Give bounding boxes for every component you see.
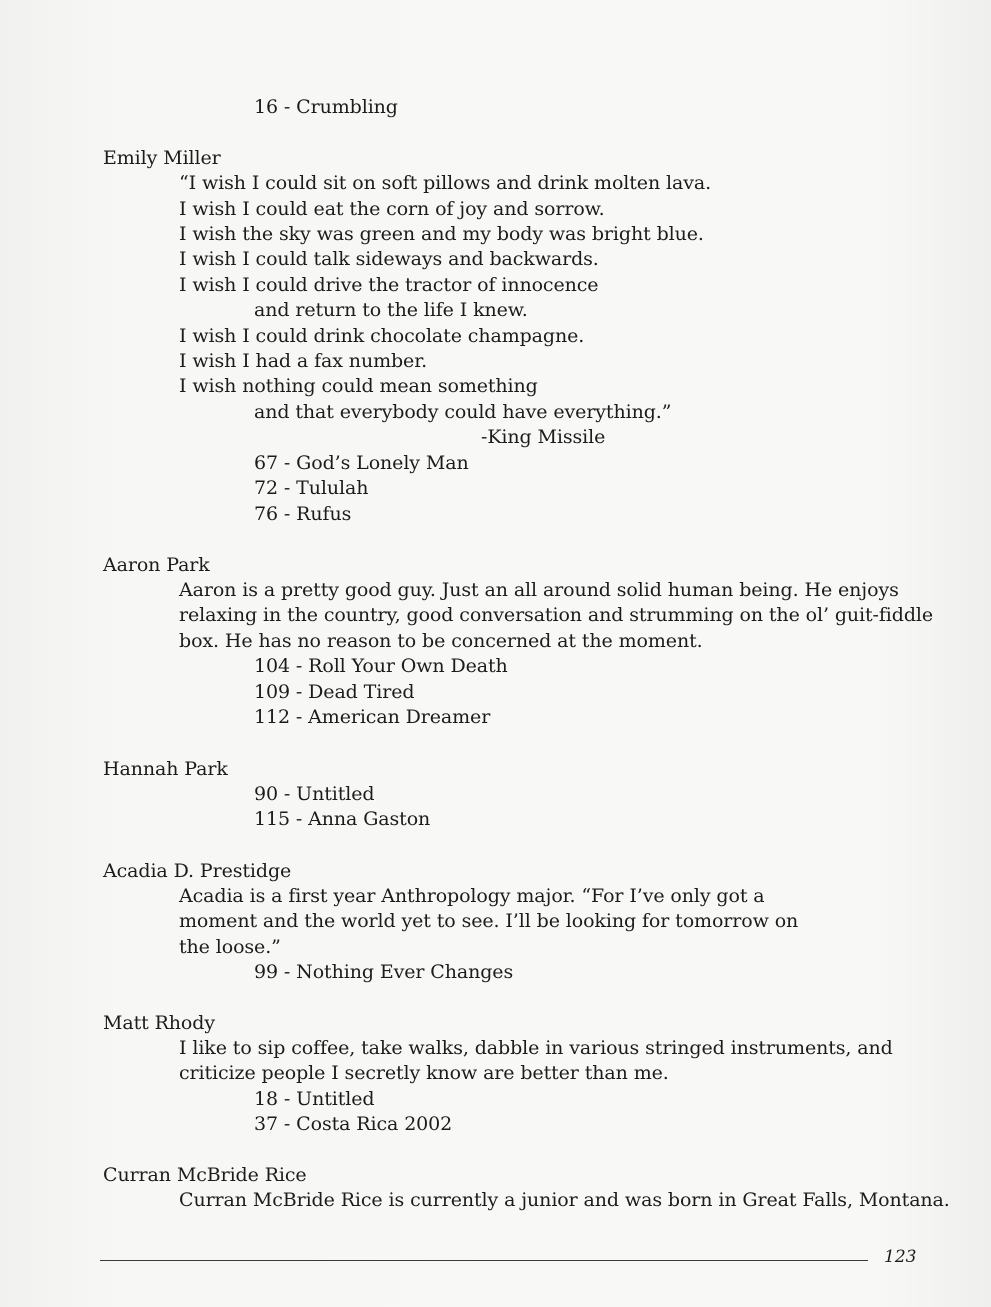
bio-line: I wish the sky was green and my body was bright blue. xyxy=(179,223,704,245)
bio-line: I wish I could eat the corn of joy and sorrow. xyxy=(179,198,605,220)
bio-line: Curran McBride Rice is currently a junior and was born in Great Falls, Montana. xyxy=(179,1189,950,1211)
bio-line: I wish I could drive the tractor of innocence xyxy=(179,274,599,296)
contributor-name: Aaron Park xyxy=(103,554,210,576)
contributor-name: Matt Rhody xyxy=(103,1012,215,1034)
page-number: 123 xyxy=(884,1247,917,1267)
quote-attribution: -King Missile xyxy=(481,426,606,448)
bio-line: moment and the world yet to see. I’ll be looking for tomorrow on xyxy=(179,910,799,932)
bio-line: box. He has no reason to be concerned at the moment. xyxy=(179,630,703,652)
bio-line: the loose.” xyxy=(179,936,281,958)
contribution-entry: 67 - God’s Lonely Man xyxy=(254,452,469,474)
contribution-entry: 18 - Untitled xyxy=(254,1088,375,1110)
contribution-entry: 37 - Costa Rica 2002 xyxy=(254,1113,453,1135)
footer-rule xyxy=(100,1260,868,1261)
contribution-entry: 72 - Tululah xyxy=(254,477,369,499)
contribution-entry: 104 - Roll Your Own Death xyxy=(254,655,508,677)
bio-line: and that everybody could have everything.” xyxy=(254,401,672,423)
contribution-entry: 99 - Nothing Ever Changes xyxy=(254,961,514,983)
bio-line: criticize people I secretly know are better than me. xyxy=(179,1062,669,1084)
contribution-entry: 16 - Crumbling xyxy=(254,96,398,118)
contributor-name: Acadia D. Prestidge xyxy=(103,860,292,882)
contributor-name: Hannah Park xyxy=(103,758,228,780)
contribution-entry: 112 - American Dreamer xyxy=(254,706,491,728)
bio-line: I wish I could talk sideways and backwards. xyxy=(179,248,599,270)
bio-line: I like to sip coffee, take walks, dabble in various stringed instruments, and xyxy=(179,1037,893,1059)
contributor-name: Curran McBride Rice xyxy=(103,1164,307,1186)
contribution-entry: 115 - Anna Gaston xyxy=(254,808,431,830)
bio-line: Aaron is a pretty good guy. Just an all around solid human being. He enjoys xyxy=(179,579,899,601)
bio-line: and return to the life I knew. xyxy=(254,299,528,321)
bio-line: I wish I could drink chocolate champagne. xyxy=(179,325,585,347)
contribution-entry: 90 - Untitled xyxy=(254,783,375,805)
bio-line: Acadia is a first year Anthropology major. “For I’ve only got a xyxy=(179,885,765,907)
bio-line: I wish nothing could mean something xyxy=(179,375,538,397)
bio-line: relaxing in the country, good conversation and strumming on the ol’ guit-fiddle xyxy=(179,604,934,626)
bio-line: “I wish I could sit on soft pillows and drink molten lava. xyxy=(179,172,712,194)
contribution-entry: 76 - Rufus xyxy=(254,503,352,525)
contribution-entry: 109 - Dead Tired xyxy=(254,681,415,703)
contributor-name: Emily Miller xyxy=(103,147,221,169)
bio-line: I wish I had a fax number. xyxy=(179,350,428,372)
